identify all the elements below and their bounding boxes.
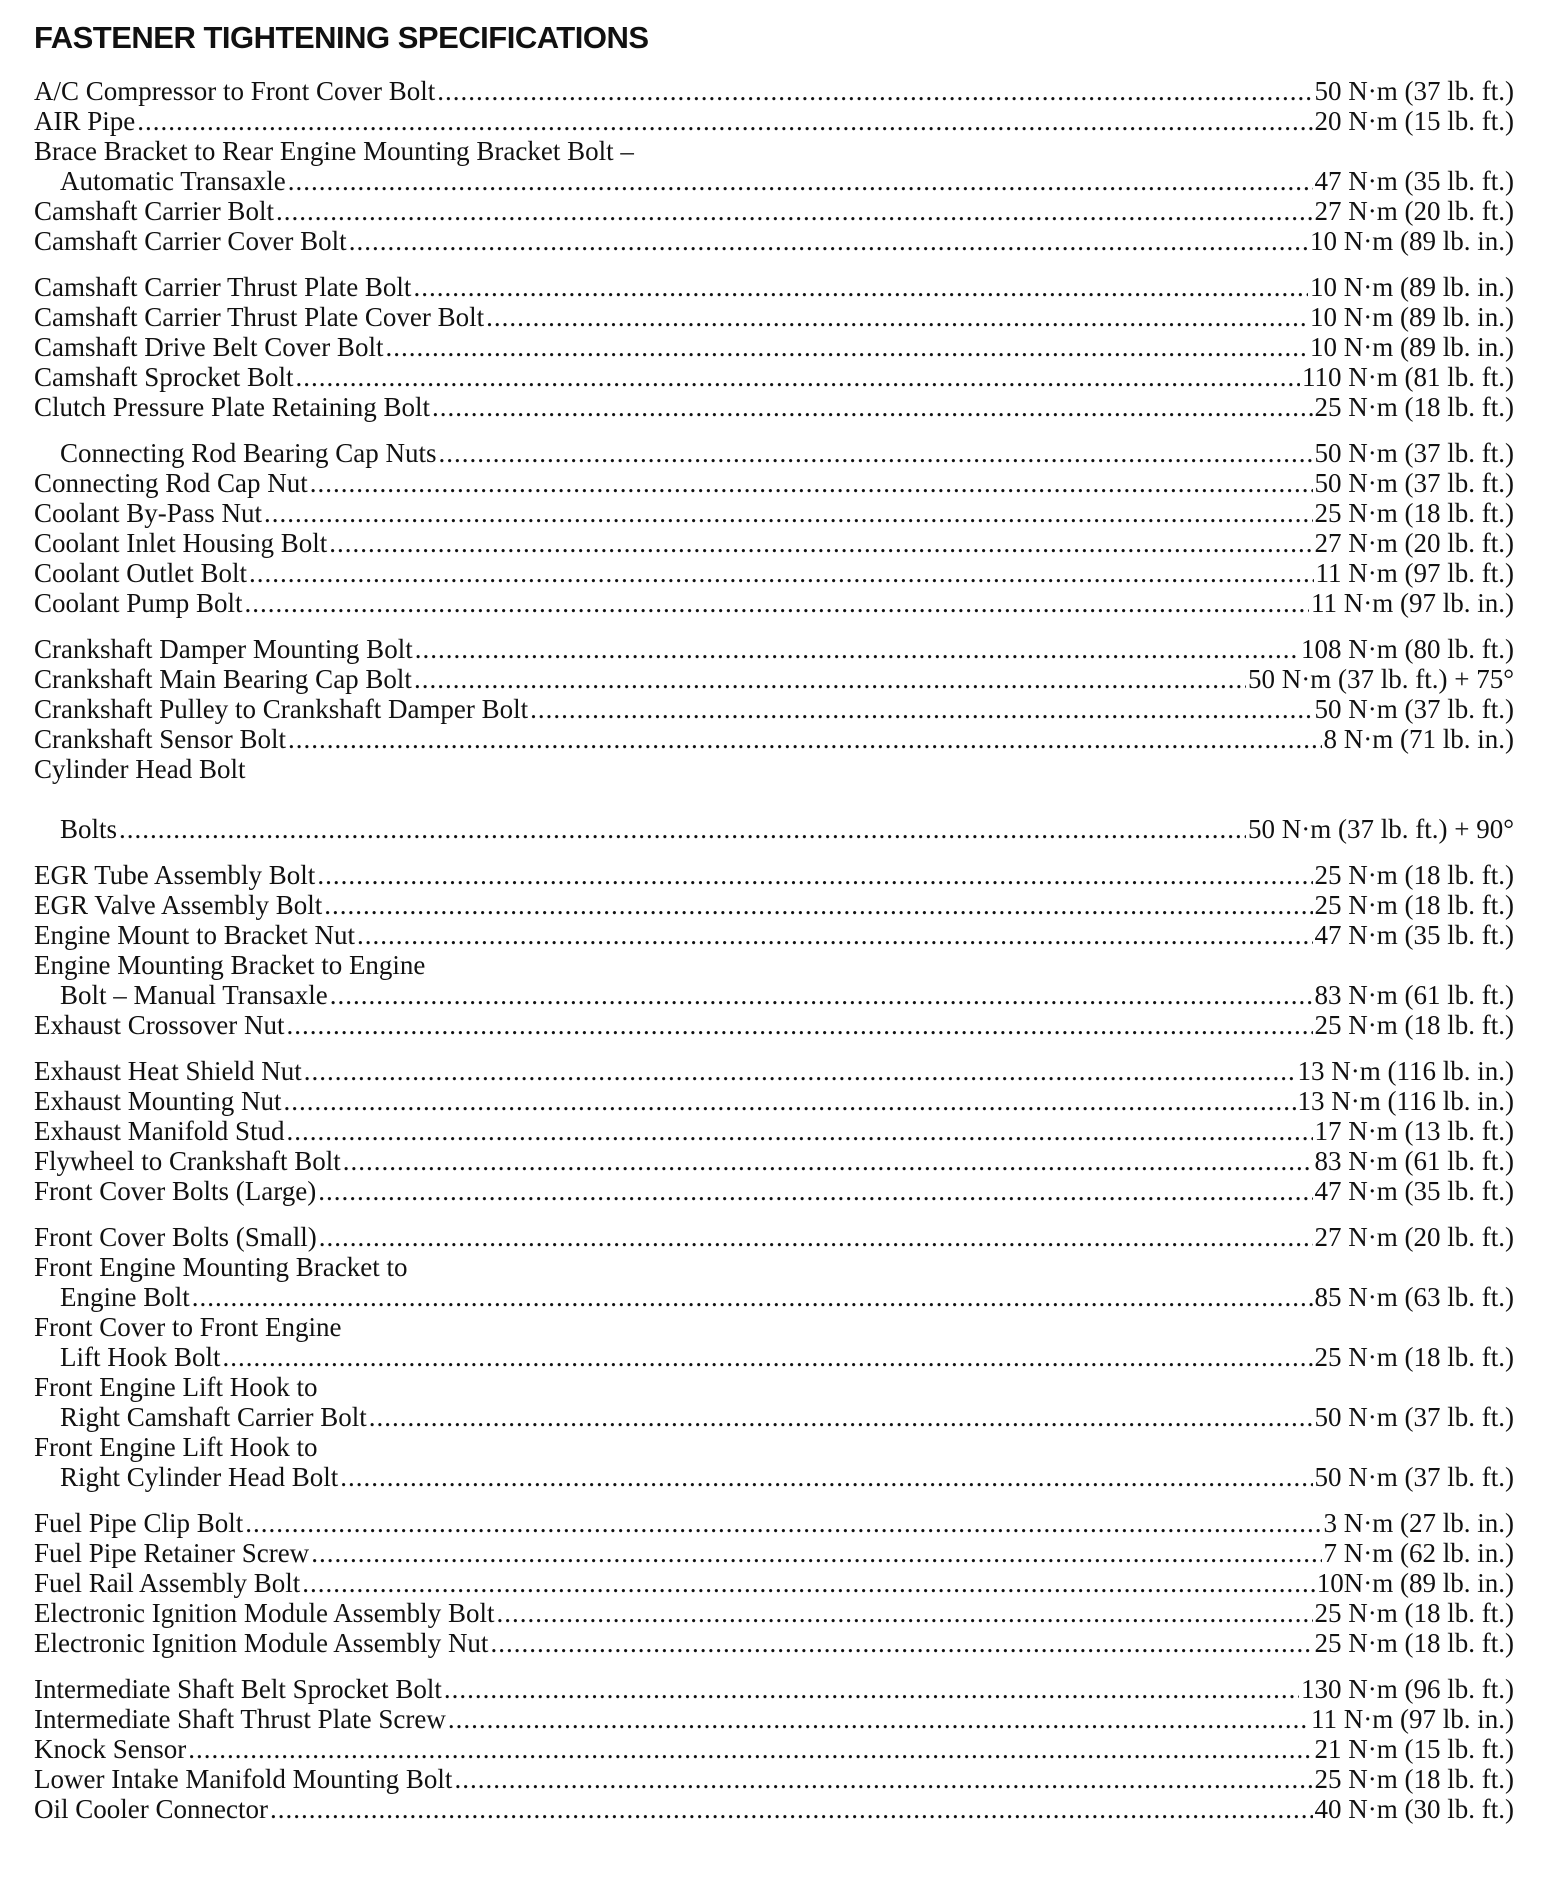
spec-label: Camshaft Drive Belt Cover Bolt [34,332,384,362]
torque-value: 108 N·m (80 lb. ft.) [1301,634,1514,664]
spec-label: Coolant Inlet Housing Bolt [34,528,328,558]
dot-leader [302,1568,1314,1598]
spec-row [34,1402,1514,1432]
torque-value: 50 N·m (37 lb. ft.) + 75° [1248,664,1514,694]
spec-heading-row [34,1312,1514,1342]
spec-row [34,1794,1514,1824]
dot-leader [223,1342,1313,1372]
spec-row [34,1598,1514,1628]
spec-row [34,694,1514,724]
page-title: FASTENER TIGHTENING SPECIFICATIONS [34,20,649,55]
spec-label: Knock Sensor [34,1734,187,1764]
torque-value: 25 N·m (18 lb. ft.) [1314,1598,1514,1628]
spec-row [34,1734,1514,1764]
spec-label: Exhaust Heat Shield Nut [34,1056,302,1086]
dot-leader [317,860,1312,890]
spec-row [34,1462,1514,1492]
dot-leader [343,1146,1313,1176]
torque-value: 130 N·m (96 lb. ft.) [1301,1674,1514,1704]
spec-label: Crankshaft Sensor Bolt [34,724,286,754]
torque-value: 17 N·m (13 lb. ft.) [1314,1116,1514,1146]
dot-leader [288,166,1313,196]
torque-value: 47 N·m (35 lb. ft.) [1314,166,1514,196]
spec-label: Camshaft Carrier Thrust Plate Cover Bolt [34,302,485,332]
dot-leader [357,920,1313,950]
spec-row [34,1056,1514,1086]
torque-value: 25 N·m (18 lb. ft.) [1314,860,1514,890]
spec-heading-row [34,1372,1514,1402]
spec-label: Crankshaft Damper Mounting Bolt [34,634,413,664]
spec-group [34,76,1514,256]
torque-value: 21 N·m (15 lb. ft.) [1314,1734,1514,1764]
torque-value: 50 N·m (37 lb. ft.) [1314,694,1514,724]
blank-line [34,784,1514,814]
torque-value: 50 N·m (37 lb. ft.) + 90° [1248,814,1514,844]
spec-label: Engine Bolt [60,1282,190,1312]
torque-value: 47 N·m (35 lb. ft.) [1314,1176,1514,1206]
spec-label: Fuel Pipe Retainer Screw [34,1538,310,1568]
dot-leader [270,1794,1313,1824]
dot-leader [385,332,1308,362]
torque-value: 20 N·m (15 lb. ft.) [1314,106,1514,136]
spec-row [34,980,1514,1010]
dot-leader [340,1462,1312,1492]
dot-leader [490,1628,1312,1658]
spec-label: Coolant Outlet Bolt [34,558,247,588]
torque-value: 7 N·m (62 lb. in.) [1323,1538,1514,1568]
spec-row [34,392,1514,422]
torque-value: 11 N·m (97 lb. in.) [1311,1704,1514,1734]
torque-value: 10 N·m (89 lb. in.) [1310,302,1514,332]
spec-row [34,1764,1514,1794]
spec-label: Connecting Rod Cap Nut [34,468,308,498]
torque-value: 8 N·m (71 lb. in.) [1323,724,1514,754]
spec-group [34,634,1514,844]
dot-leader [330,980,1313,1010]
spec-label: Right Camshaft Carrier Bolt [60,1402,367,1432]
spec-row [34,226,1514,256]
spec-label: Camshaft Carrier Cover Bolt [34,226,347,256]
spec-label: Front Cover Bolts (Large) [34,1176,317,1206]
spec-heading-row [34,754,1514,784]
dot-leader [276,196,1313,226]
spec-row [34,1010,1514,1040]
torque-value: 25 N·m (18 lb. ft.) [1314,890,1514,920]
spec-group [34,1056,1514,1206]
spec-label: Fuel Pipe Clip Bolt [34,1508,244,1538]
torque-value: 10 N·m (89 lb. in.) [1310,272,1514,302]
spec-row [34,1086,1514,1116]
spec-row [34,1674,1514,1704]
dot-leader [414,664,1246,694]
torque-value: 83 N·m (61 lb. ft.) [1314,1146,1514,1176]
spec-row [34,1116,1514,1146]
torque-value: 3 N·m (27 lb. in.) [1323,1508,1514,1538]
dot-leader [415,634,1299,664]
spec-heading-row [34,136,1514,166]
dot-leader [496,1598,1312,1628]
dot-leader [448,1704,1309,1734]
spec-label: Intermediate Shaft Belt Sprocket Bolt [34,1674,442,1704]
spec-row [34,302,1514,332]
spec-label: Front Cover Bolts (Small) [34,1222,317,1252]
spec-row [34,860,1514,890]
spec-label: Camshaft Carrier Bolt [34,196,274,226]
spec-label: Exhaust Manifold Stud [34,1116,285,1146]
spec-row [34,76,1514,106]
spec-label: Exhaust Crossover Nut [34,1010,285,1040]
dot-leader [413,272,1308,302]
torque-value: 10 N·m (89 lb. in.) [1310,332,1514,362]
spec-label: Flywheel to Crankshaft Bolt [34,1146,341,1176]
spec-row [34,438,1514,468]
dot-leader [318,1176,1312,1206]
spec-row [34,1568,1514,1598]
dot-leader [319,1222,1313,1252]
spec-row [34,588,1514,618]
spec-row [34,528,1514,558]
torque-value: 50 N·m (37 lb. ft.) [1314,1462,1514,1492]
torque-value: 25 N·m (18 lb. ft.) [1314,1764,1514,1794]
torque-value: 27 N·m (20 lb. ft.) [1314,528,1514,558]
dot-leader [286,1010,1312,1040]
spec-row [34,332,1514,362]
spec-label: Lift Hook Bolt [60,1342,221,1372]
spec-group [34,1508,1514,1658]
torque-value: 50 N·m (37 lb. ft.) [1314,1402,1514,1432]
dot-leader [295,362,1300,392]
spec-label: Intermediate Shaft Thrust Plate Screw [34,1704,446,1734]
dot-leader [245,1508,1321,1538]
spec-label: Right Cylinder Head Bolt [60,1462,339,1492]
dot-leader [188,1734,1312,1764]
dot-leader [349,226,1308,256]
torque-value: 25 N·m (18 lb. ft.) [1314,1010,1514,1040]
spec-label: Bolt – Manual Transaxle [60,980,328,1010]
spec-group [34,1222,1514,1492]
spec-group [34,438,1514,618]
dot-leader [310,468,1313,498]
torque-value: 13 N·m (116 lb. in.) [1297,1056,1514,1086]
dot-leader [311,1538,1321,1568]
spec-label: Front Engine Lift Hook to [34,1372,318,1402]
dot-leader [245,588,1309,618]
torque-value: 27 N·m (20 lb. ft.) [1314,1222,1514,1252]
spec-label: EGR Valve Assembly Bolt [34,890,323,920]
spec-label: Front Engine Lift Hook to [34,1432,318,1462]
torque-value: 25 N·m (18 lb. ft.) [1314,1628,1514,1658]
torque-value: 11 N·m (97 lb. ft.) [1315,558,1514,588]
spec-row [34,166,1514,196]
spec-row [34,1176,1514,1206]
torque-value: 11 N·m (97 lb. in.) [1311,588,1514,618]
spec-row [34,362,1514,392]
spec-row [34,196,1514,226]
spec-row [34,1508,1514,1538]
spec-label: A/C Compressor to Front Cover Bolt [34,76,436,106]
spec-heading-row [34,1432,1514,1462]
spec-label: Lower Intake Manifold Mounting Bolt [34,1764,453,1794]
dot-leader [444,1674,1299,1704]
dot-leader [324,890,1312,920]
spec-row [34,468,1514,498]
dot-leader [369,1402,1313,1432]
dot-leader [192,1282,1313,1312]
spec-group [34,272,1514,422]
torque-value: 10N·m (89 lb. in.) [1316,1568,1514,1598]
spec-label: Cylinder Head Bolt [34,754,246,784]
torque-value: 47 N·m (35 lb. ft.) [1314,920,1514,950]
torque-value: 25 N·m (18 lb. ft.) [1314,498,1514,528]
dot-leader [288,724,1322,754]
spec-label: Crankshaft Pulley to Crankshaft Damper Bolt [34,694,529,724]
spec-row [34,920,1514,950]
torque-value: 40 N·m (30 lb. ft.) [1314,1794,1514,1824]
spec-row [34,558,1514,588]
spec-label: Camshaft Sprocket Bolt [34,362,294,392]
dot-leader [530,694,1312,724]
spec-row [34,498,1514,528]
dot-leader [437,76,1312,106]
dot-leader [119,814,1246,844]
spec-group [34,1674,1514,1824]
spec-label: Bolts [60,814,118,844]
spec-row [34,1342,1514,1372]
dot-leader [284,1086,1296,1116]
spec-label: Automatic Transaxle [60,166,286,196]
torque-value: 50 N·m (37 lb. ft.) [1314,438,1514,468]
spec-label: Camshaft Carrier Thrust Plate Bolt [34,272,412,302]
torque-value: 85 N·m (63 lb. ft.) [1314,1282,1514,1312]
dot-leader [264,498,1313,528]
spec-label: Front Engine Mounting Bracket to [34,1252,408,1282]
dot-leader [432,392,1313,422]
torque-value: 83 N·m (61 lb. ft.) [1314,980,1514,1010]
spec-label: Clutch Pressure Plate Retaining Bolt [34,392,430,422]
spec-label: Electronic Ignition Module Assembly Bolt [34,1598,495,1628]
spec-list [34,76,1514,1840]
dot-leader [137,106,1312,136]
spec-label: Electronic Ignition Module Assembly Nut [34,1628,489,1658]
torque-value: 110 N·m (81 lb. ft.) [1302,362,1514,392]
spec-row [34,1282,1514,1312]
spec-label: Exhaust Mounting Nut [34,1086,282,1116]
torque-value: 10 N·m (89 lb. in.) [1310,226,1514,256]
torque-value: 25 N·m (18 lb. ft.) [1314,1342,1514,1372]
spec-row [34,1704,1514,1734]
spec-row [34,272,1514,302]
spec-label: Engine Mounting Bracket to Engine [34,950,426,980]
torque-value: 27 N·m (20 lb. ft.) [1314,196,1514,226]
spec-label: Connecting Rod Bearing Cap Nuts [60,438,437,468]
torque-value: 13 N·m (116 lb. in.) [1297,1086,1514,1116]
torque-value: 50 N·m (37 lb. ft.) [1314,468,1514,498]
spec-label: Oil Cooler Connector [34,1794,268,1824]
spec-label: AIR Pipe [34,106,136,136]
spec-row [34,814,1514,844]
dot-leader [287,1116,1313,1146]
spec-heading-row [34,1252,1514,1282]
dot-leader [304,1056,1296,1086]
torque-value: 50 N·m (37 lb. ft.) [1314,76,1514,106]
spec-group [34,860,1514,1040]
dot-leader [329,528,1312,558]
spec-row [34,724,1514,754]
spec-row [34,890,1514,920]
spec-label: Coolant By-Pass Nut [34,498,263,528]
spec-row [34,106,1514,136]
dot-leader [486,302,1308,332]
spec-row [34,1628,1514,1658]
spec-label: Coolant Pump Bolt [34,588,243,618]
spec-label: EGR Tube Assembly Bolt [34,860,316,890]
torque-value: 25 N·m (18 lb. ft.) [1314,392,1514,422]
spec-row [34,1146,1514,1176]
spec-row [34,634,1514,664]
spec-row [34,1538,1514,1568]
spec-label: Brace Bracket to Rear Engine Mounting Bracket Bolt – [34,136,634,166]
spec-row [34,664,1514,694]
dot-leader [454,1764,1312,1794]
spec-label: Fuel Rail Assembly Bolt [34,1568,301,1598]
dot-leader [249,558,1314,588]
spec-heading-row [34,950,1514,980]
dot-leader [438,438,1312,468]
spec-label: Crankshaft Main Bearing Cap Bolt [34,664,412,694]
spec-row [34,1222,1514,1252]
spec-label: Front Cover to Front Engine [34,1312,342,1342]
spec-label: Engine Mount to Bracket Nut [34,920,355,950]
